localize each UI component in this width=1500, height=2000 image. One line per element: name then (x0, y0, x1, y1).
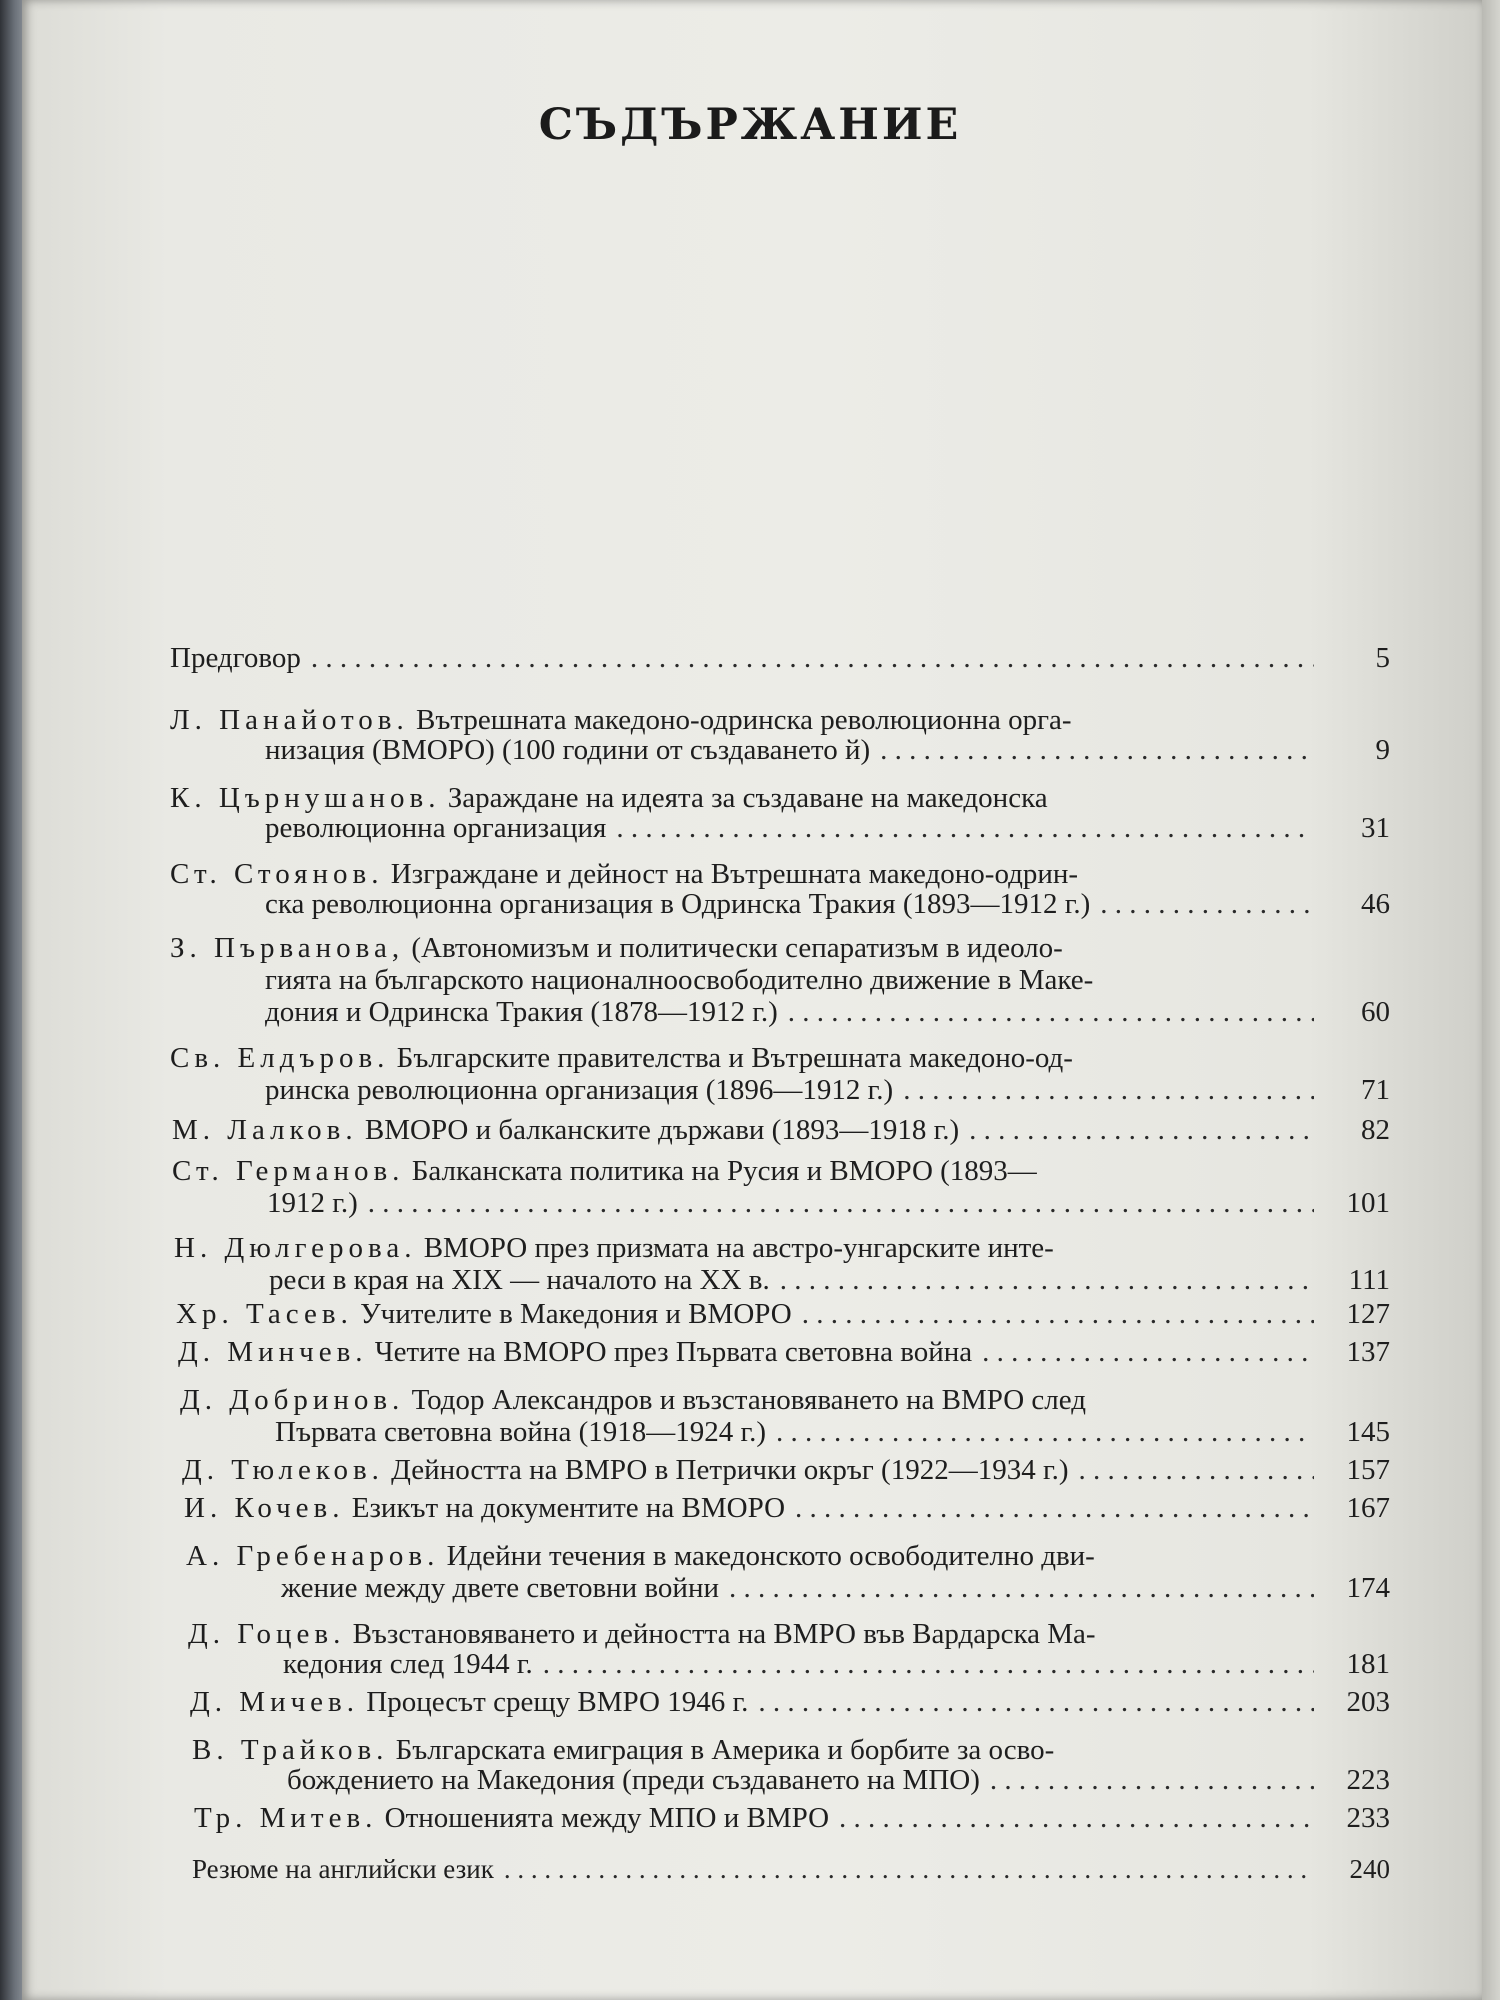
toc-page-number: 31 (1361, 812, 1390, 844)
dot-leader (758, 1686, 1314, 1719)
toc-page-number: 223 (1346, 1764, 1390, 1796)
toc-title-line: Езикът на документите на ВМОРО (344, 1492, 786, 1524)
dot-leader (839, 1802, 1314, 1835)
toc-title-line: Четите на ВМОРО през Първата световна война (367, 1336, 973, 1368)
toc-title-line: ВМОРО през призмата на австро-унгарските инте- (416, 1232, 1054, 1264)
toc-title-line: Българските правителства и Вътрешната македоно-од- (389, 1042, 1073, 1074)
toc-page-number: 5 (1375, 642, 1390, 674)
toc-page-number: 111 (1348, 1264, 1390, 1296)
toc-line (265, 734, 1390, 772)
dot-leader (903, 1074, 1314, 1107)
toc-title-line: Вътрешната македоно-одринска революционна орга- (408, 704, 1072, 736)
dot-leader (1078, 1454, 1314, 1487)
toc-author: М. Лалков. (172, 1114, 358, 1146)
toc-author: Св. Елдъров. (170, 1042, 390, 1074)
toc-page-number: 203 (1346, 1686, 1390, 1718)
dot-leader (780, 1264, 1314, 1297)
toc-title-line: Първата световна война (1918—1924 г.) (275, 1416, 767, 1448)
toc-page-number: 46 (1361, 888, 1390, 920)
toc-page-number: 9 (1375, 734, 1390, 766)
dot-leader (990, 1764, 1314, 1797)
toc-page-number: 145 (1346, 1416, 1390, 1448)
toc-title-line: Дейността на ВМРО в Петрички окръг (1922—1934 г.) (383, 1454, 1069, 1486)
toc-title-line: Балканската политика на Русия и ВМОРО (1893— (404, 1155, 1037, 1187)
dot-leader (368, 1187, 1314, 1220)
toc-title-line: Българската емиграция в Америка и борбите за осво- (388, 1734, 1055, 1766)
toc-author: Д. Добринов. (180, 1384, 405, 1416)
toc-title-line: Учителите в Македония и ВМОРО (352, 1298, 792, 1330)
toc-author: Хр. Тасев. (176, 1298, 353, 1330)
toc-author: Л. Панайотов. (170, 704, 409, 736)
toc-line (184, 1492, 1390, 1530)
toc-title-line: Предговор (170, 642, 301, 674)
dot-leader (729, 1572, 1314, 1605)
toc-page-number: 240 (1349, 1854, 1390, 1884)
toc-page-number: 127 (1346, 1298, 1390, 1330)
toc-author: В. Трайков. (192, 1734, 389, 1766)
toc-author: Д. Тюлеков. (182, 1454, 384, 1486)
toc-line (265, 812, 1390, 850)
dot-leader (616, 812, 1314, 845)
dot-leader (1100, 888, 1314, 921)
toc-title-line: ВМОРО и балканските държави (1893—1918 г.) (357, 1114, 960, 1146)
toc-title-line: низация (ВМОРО) (100 години от създаването й) (265, 734, 871, 766)
toc-line (178, 1336, 1390, 1374)
toc-line (176, 1298, 1390, 1336)
toc-line (194, 1802, 1390, 1840)
toc-page-number: 101 (1346, 1187, 1390, 1219)
dot-leader (543, 1648, 1314, 1681)
toc-page-number: 167 (1346, 1492, 1390, 1524)
toc-line (265, 1074, 1390, 1112)
toc-author: Д. Гоцев. (188, 1618, 346, 1650)
toc-title-line: 1912 г.) (267, 1187, 358, 1219)
dot-leader (788, 996, 1314, 1029)
toc-page-number: 137 (1346, 1336, 1390, 1368)
toc-line (283, 1648, 1390, 1686)
toc-line (269, 1264, 1390, 1302)
dot-leader (880, 734, 1314, 767)
toc-author: Тр. Митев. (194, 1802, 378, 1834)
toc-title-line: Зараждане на идеята за създаване на македонска (440, 782, 1048, 814)
dot-leader (802, 1298, 1314, 1331)
toc-author: Д. Мичев. (190, 1686, 359, 1718)
toc-title-line: бождението на Македония (преди създаването на МПО) (287, 1764, 980, 1796)
toc-author: К. Църнушанов. (170, 782, 441, 814)
toc-title-line: кедония след 1944 г. (283, 1648, 533, 1680)
toc-line (172, 1114, 1390, 1152)
toc-line (190, 1686, 1390, 1724)
toc-title-line: Изграждане и дейност на Вътрешната македоно-одрин- (383, 858, 1079, 890)
toc-title-line: Резюме на английски език (192, 1854, 494, 1884)
toc-title-line: гията на българското националноосвободително движение в Маке- (265, 964, 1094, 996)
toc-page-number: 71 (1361, 1074, 1390, 1106)
toc-line (267, 1187, 1390, 1225)
dot-leader (969, 1114, 1314, 1147)
dot-leader (504, 1854, 1314, 1885)
toc-line (275, 1416, 1390, 1454)
dot-leader (311, 642, 1314, 675)
toc-author: З. Първанова, (170, 932, 405, 964)
toc-line (265, 888, 1390, 926)
toc-title-line: ска революционна организация в Одринска Тракия (1893—1912 г.) (265, 888, 1091, 920)
toc-title-line: Идейни течения в македонското освободително дви- (439, 1540, 1095, 1572)
toc-author: Ст. Германов. (172, 1155, 405, 1187)
toc-author: Н. Дюлгерова. (174, 1232, 417, 1264)
toc-line (265, 996, 1390, 1034)
toc-title-line: реси в края на XIX — началото на XX в. (269, 1264, 770, 1296)
toc-line (192, 1854, 1390, 1892)
toc-line (281, 1572, 1390, 1610)
toc-page-number: 157 (1346, 1454, 1390, 1486)
toc-page-number: 174 (1346, 1572, 1390, 1604)
toc-page-number: 82 (1361, 1114, 1390, 1146)
dot-leader (982, 1336, 1314, 1369)
toc-author: А. Гребенаров. (186, 1540, 440, 1572)
toc-line (170, 642, 1390, 680)
toc-title-line: (Автономизъм и политически сепаратизъм в идеоло- (404, 932, 1063, 964)
toc-line (182, 1454, 1390, 1492)
toc-title-line: жение между двете световни войни (281, 1572, 719, 1604)
page-title: СЪДЪРЖАНИЕ (538, 100, 962, 150)
toc-title-line: Процесът срещу ВМРО 1946 г. (359, 1686, 749, 1718)
toc-page-number: 233 (1346, 1802, 1390, 1834)
dot-leader (795, 1492, 1314, 1525)
toc-title-line: Отношенията между МПО и ВМРО (377, 1802, 830, 1834)
toc-author: И. Кочев. (184, 1492, 345, 1524)
toc-title-line: ринска революционна организация (1896—1912 г.) (265, 1074, 894, 1106)
toc-line (287, 1764, 1390, 1802)
dot-leader (776, 1416, 1314, 1449)
toc-page-number: 181 (1346, 1648, 1390, 1680)
toc-title-line: Възстановяването и дейността на ВМРО във Вардарска Ма- (345, 1618, 1096, 1650)
toc-author: Д. Минчев. (178, 1336, 368, 1368)
toc-title-line: Тодор Александров и възстановяването на ВМРО след (404, 1384, 1087, 1416)
toc-author: Ст. Стоянов. (170, 858, 384, 890)
toc-title-line: дония и Одринска Тракия (1878—1912 г.) (265, 996, 778, 1028)
toc-title-line: революционна организация (265, 812, 607, 844)
toc-page-number: 60 (1361, 996, 1390, 1028)
